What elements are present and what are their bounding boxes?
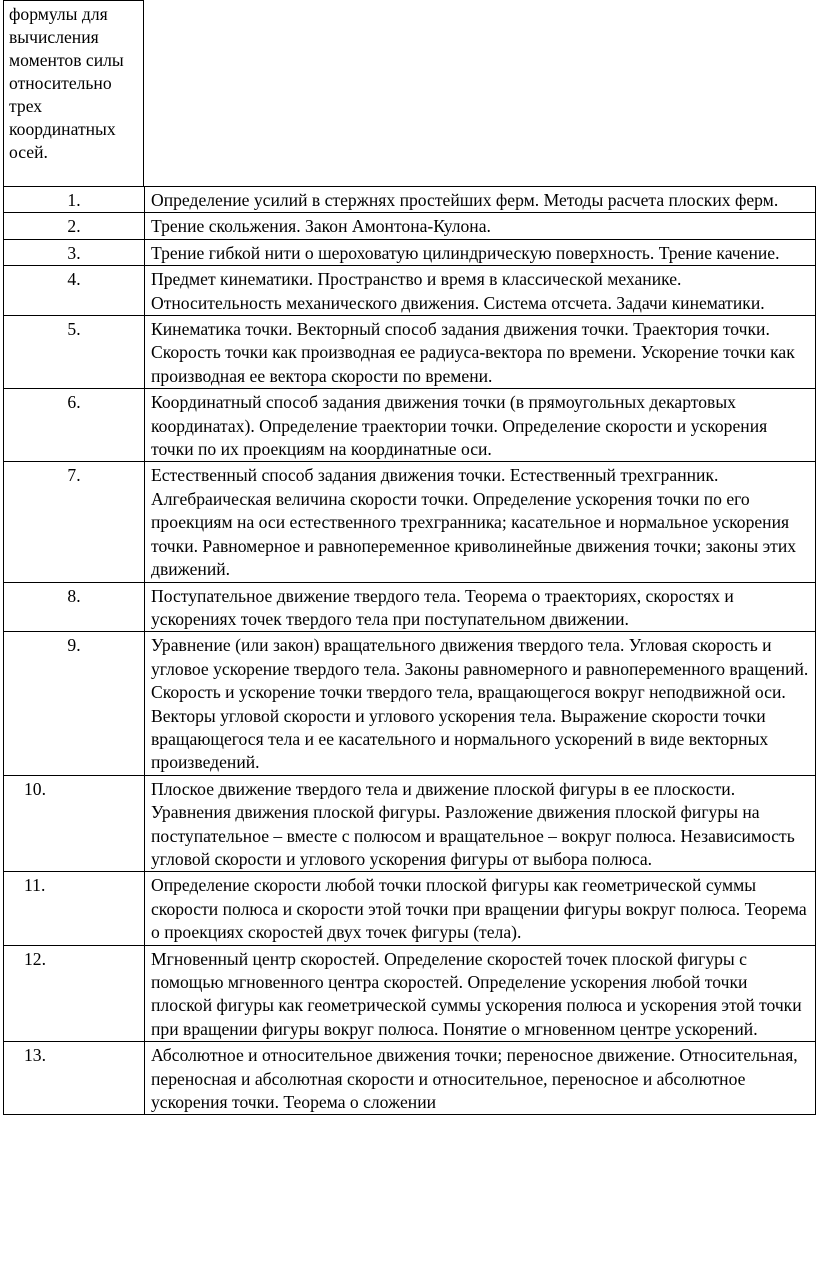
row-number: 5. <box>4 316 145 389</box>
table-row <box>4 266 816 316</box>
row-text: Определение скорости любой точки плоской фигуры как геометрической суммы скорости полюса и скорости этой точки при вращении фигуры вокруг полюса. Теорема о проекциях скоростей двух точек фигуры (тела). <box>145 872 816 945</box>
table-row <box>4 389 816 462</box>
row-number: 1. <box>4 187 145 213</box>
row-number: 6. <box>4 389 145 462</box>
row-text: Поступательное движение твердого тела. Теорема о траекториях, скоростях и ускорениях точек твердого тела при поступательном движении. <box>145 582 816 632</box>
table-row <box>4 872 816 945</box>
row-text: Трение гибкой нити о шероховатую цилиндрическую поверхность. Трение качение. <box>145 239 816 265</box>
row-number: 2. <box>4 213 145 239</box>
table-row <box>4 1042 816 1115</box>
table-row <box>4 632 816 775</box>
table-row <box>4 582 816 632</box>
topics-table <box>3 186 816 1115</box>
row-number: 10. <box>4 775 145 872</box>
row-text: Абсолютное и относительное движения точки; переносное движение. Относительная, переносная и абсолютная скорости и относительное, переносное и абсолютное ускорения точки. Теорема о сложении <box>145 1042 816 1115</box>
row-number: 4. <box>4 266 145 316</box>
table-row <box>4 187 816 213</box>
row-number: 12. <box>4 945 145 1042</box>
row-text: Плоское движение твердого тела и движение плоской фигуры в ее плоскости. Уравнения движения плоской фигуры. Разложение движения плоской фигуры на поступательное – вместе с полюсом и вращательное – вокруг полюса. Независимость угловой скорости и углового ускорения фигуры от выбора полюса. <box>145 775 816 872</box>
table-row <box>4 239 816 265</box>
row-text: Мгновенный центр скоростей. Определение скоростей точек плоской фигуры с помощью мгновенного центра скоростей. Определение ускорения любой точки плоской фигуры как геометрической суммы ускорения полюса и ускорения этой точки при вращении фигуры вокруг полюса. Понятие о мгновенном центре ускорений. <box>145 945 816 1042</box>
row-number: 3. <box>4 239 145 265</box>
table-row <box>4 213 816 239</box>
table-row <box>4 316 816 389</box>
row-text: Предмет кинематики. Пространство и время в классической механике. Относительность механического движения. Система отсчета. Задачи кинематики. <box>145 266 816 316</box>
row-number: 7. <box>4 462 145 582</box>
table-row <box>4 462 816 582</box>
row-text: Трение скольжения. Закон Амонтона-Кулона. <box>145 213 816 239</box>
row-number: 13. <box>4 1042 145 1115</box>
table-row <box>4 775 816 872</box>
row-number: 11. <box>4 872 145 945</box>
row-text: Кинематика точки. Векторный способ задания движения точки. Траектория точки. Скорость точки как производная ее радиуса-вектора по времени. Ускорение точки как производная ее вектора скорости по времени. <box>145 316 816 389</box>
row-number: 8. <box>4 582 145 632</box>
row-text: Естественный способ задания движения точки. Естественный трехгранник. Алгебраическая величина скорости точки. Определение ускорения точки по его проекциям на оси естественного трехгранника; касательное и нормальное ускорения точки. Равномерное и равнопеременное криволинейные движения точки; законы этих движений. <box>145 462 816 582</box>
row-number: 9. <box>4 632 145 775</box>
row-text: Координатный способ задания движения точки (в прямоугольных декартовых координатах). Определение траектории точки. Определение скорости и ускорения точки по их проекциям на координатные оси. <box>145 389 816 462</box>
row-text: Определение усилий в стержнях простейших ферм. Методы расчета плоских ферм. <box>145 187 816 213</box>
table-row <box>4 945 816 1042</box>
row-text: Уравнение (или закон) вращательного движения твердого тела. Угловая скорость и угловое ускорение твердого тела. Законы равномерного и равнопеременного вращений. Скорость и ускорение точки твердого тела, вращающегося вокруг неподвижной оси. Векторы угловой скорости и углового ускорения тела. Выражение скорости точки вращающегося тела и ее касательного и нормального ускорений в виде векторных произведений. <box>145 632 816 775</box>
header-cell: формулы для вычисления моментов силы относительно трех координатных осей. <box>3 0 144 186</box>
